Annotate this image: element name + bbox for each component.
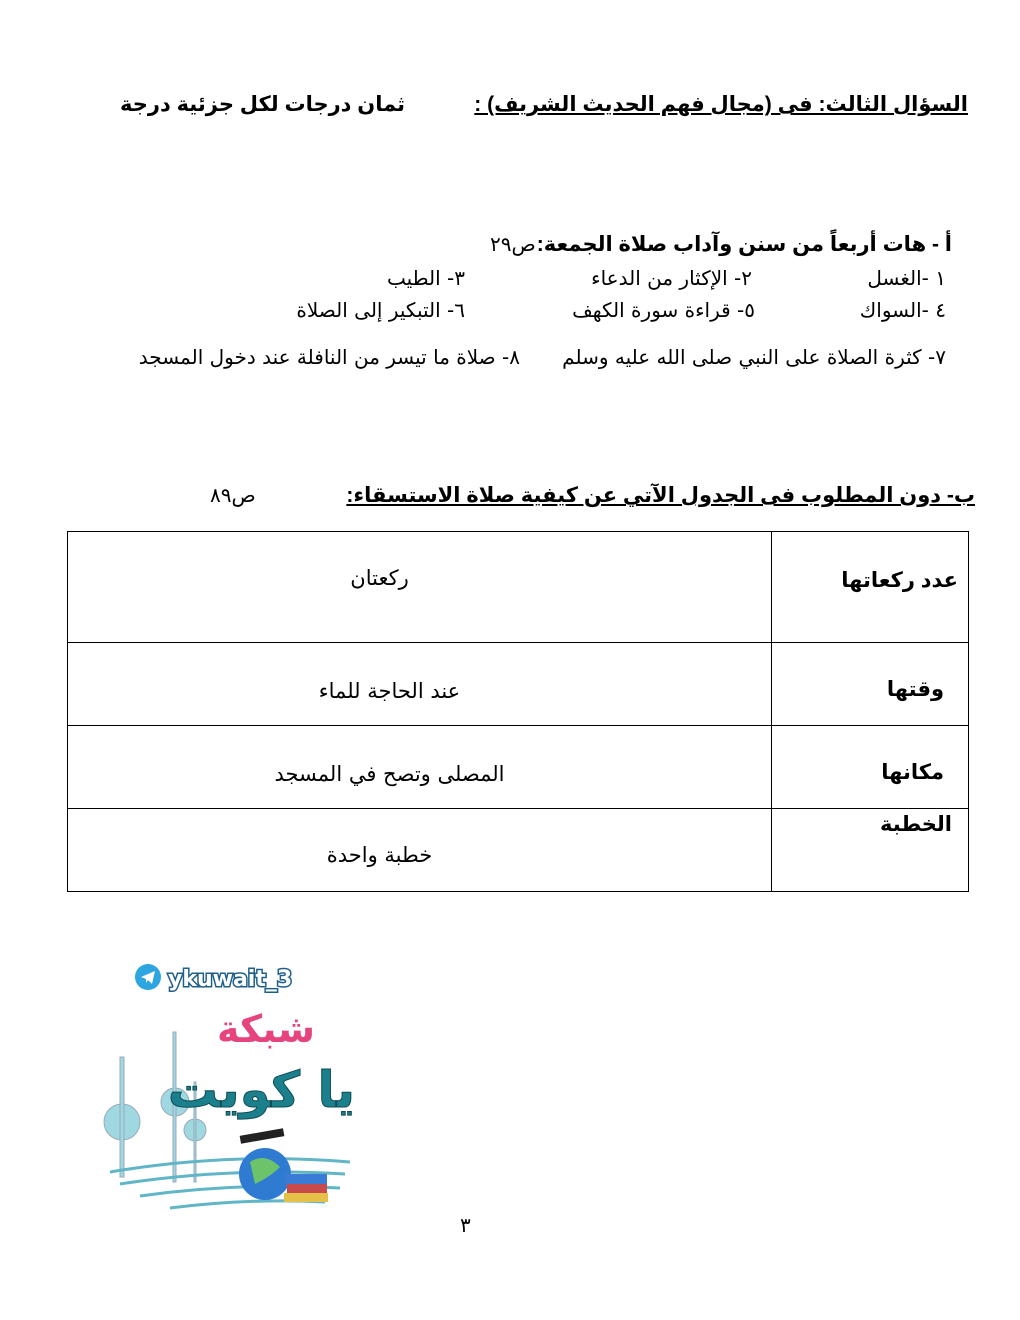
row-value: ركعتان <box>68 532 772 643</box>
row-label: مكانها <box>772 726 969 809</box>
row-label: عدد ركعاتها <box>772 532 969 643</box>
page-number: ٣ <box>460 1213 471 1237</box>
section-b-heading: ب- دون المطلوب فى الجدول الآتي عن كيفية صلاة الاستسقاء: <box>346 484 975 507</box>
section-a-heading: أ - هات أربعاً من سنن وآداب صلاة الجمعة: <box>536 233 952 256</box>
row-label: الخطبة <box>772 809 969 892</box>
list-item: ٤ -السواك <box>859 298 946 322</box>
marks-note: ثمان درجات لكل جزئية درجة <box>120 93 406 116</box>
row-label: وقتها <box>772 643 969 726</box>
row-value: عند الحاجة للماء <box>68 643 772 726</box>
table-row <box>68 726 969 809</box>
list-item: ٥- قراءة سورة الكهف <box>572 298 755 322</box>
row-value: المصلى وتصح في المسجد <box>68 726 772 809</box>
ykuwait-logo <box>100 962 370 1247</box>
list-item: ١ -الغسل <box>867 266 946 290</box>
table-row <box>68 643 969 726</box>
logo-handle: ykuwait_3 <box>168 967 293 992</box>
table-row <box>68 809 969 892</box>
list-item: ٧- كثرة الصلاة على النبي صلى الله عليه وسلم <box>562 345 946 369</box>
question-title: السؤال الثالث: فى (مجال فهم الحديث الشريف) : <box>474 93 968 116</box>
table-row <box>68 532 969 643</box>
row-value: خطبة واحدة <box>68 809 772 892</box>
section-b-page-ref: ص٨٩ <box>210 483 256 507</box>
list-item: ٣- الطيب <box>386 266 465 290</box>
list-item: ٦- التبكير إلى الصلاة <box>296 298 465 322</box>
section-a-page-ref: ص٢٩ <box>490 232 536 256</box>
logo-network: شبكة <box>216 1007 315 1051</box>
logo-brand: يا كويت <box>167 1061 355 1119</box>
istisqa-table <box>67 531 969 892</box>
list-item: ٢- الإكثار من الدعاء <box>591 266 752 290</box>
list-item: ٨- صلاة ما تيسر من النافلة عند دخول المسجد <box>138 345 520 369</box>
